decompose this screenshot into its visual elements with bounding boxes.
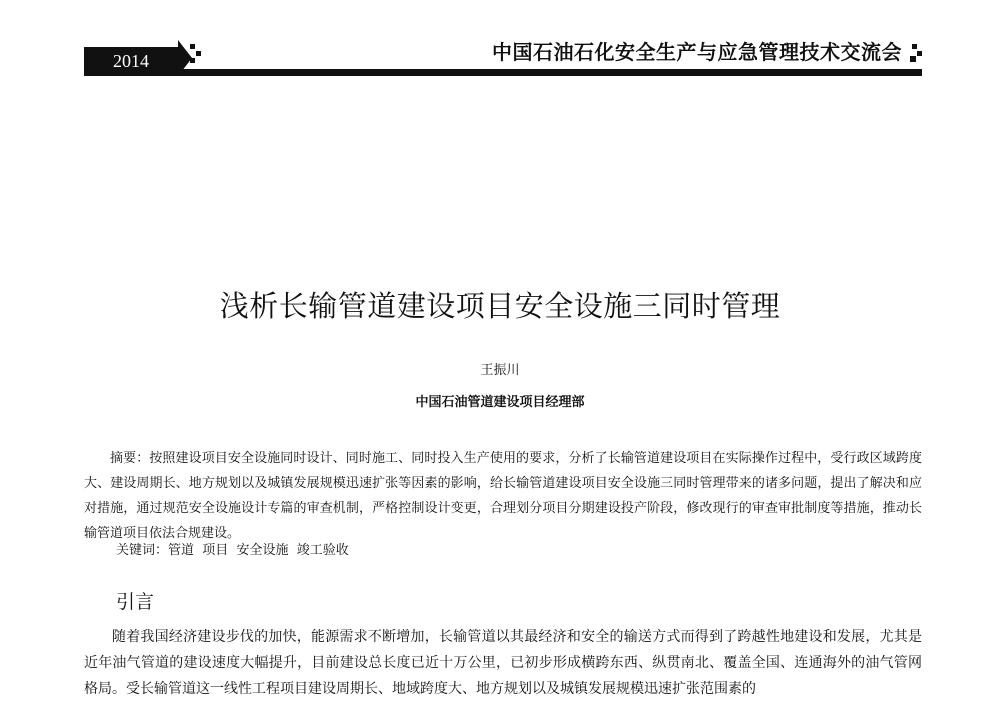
body-text	[84, 624, 922, 702]
header-year: 2014	[84, 47, 178, 75]
keywords-list: 管道 项目 安全设施 竣工验收	[168, 543, 349, 558]
author-affiliation: 中国石油管道建设项目经理部	[415, 395, 585, 410]
header-end-dots-icon	[910, 40, 924, 66]
abstract-text: 按照建设项目安全设施同时设计、同时施工、同时投入生产使用的要求，分析了长输管道建设项目在实际操作过程中，受行政区域跨度大、建设周期长、地方规划以及城镇发展规模迅速扩张等因素的影响，给长输管道建设项目安全设施三同时管理带来的诸多问题，提出了解决和应对措施，通过规范安全设施设计专篇的审查机制，严格控制设计变更，合理划分项目分期建设投产阶段，修改现行的审查审批制度等措施，推动长输管道项目依法合规建设。	[84, 451, 922, 541]
keywords-label: 关键词：	[116, 543, 169, 558]
author-name: 王振川	[480, 363, 520, 378]
running-header	[84, 38, 922, 78]
body-paragraph: 随着我国经济建设步伐的加快，能源需求不断增加，长输管道以其最经济和安全的输送方式而得到了跨越性地建设和发展，尤其是近年油气管道的建设速度大幅提升，目前建设总长度已近十万公里，已初步形成横跨东西、纵贯南北、覆盖全国、连通海外的油气管网格局。受长输管道这一线性工程项目建设周期长、地域跨度大、地方规划以及城镇发展规模迅速扩张范围素的	[84, 629, 922, 697]
article-title: 浅析长输管道建设项目安全设施三同时管理	[219, 289, 781, 323]
header-rule	[84, 69, 922, 76]
abstract	[84, 446, 922, 546]
keywords	[116, 541, 349, 561]
section-heading: 引言	[116, 591, 155, 613]
header-conference-title: 中国石油石化安全生产与应急管理技术交流会	[492, 40, 902, 64]
abstract-label: 摘要：	[110, 451, 150, 466]
header-dots-icon	[188, 40, 202, 66]
